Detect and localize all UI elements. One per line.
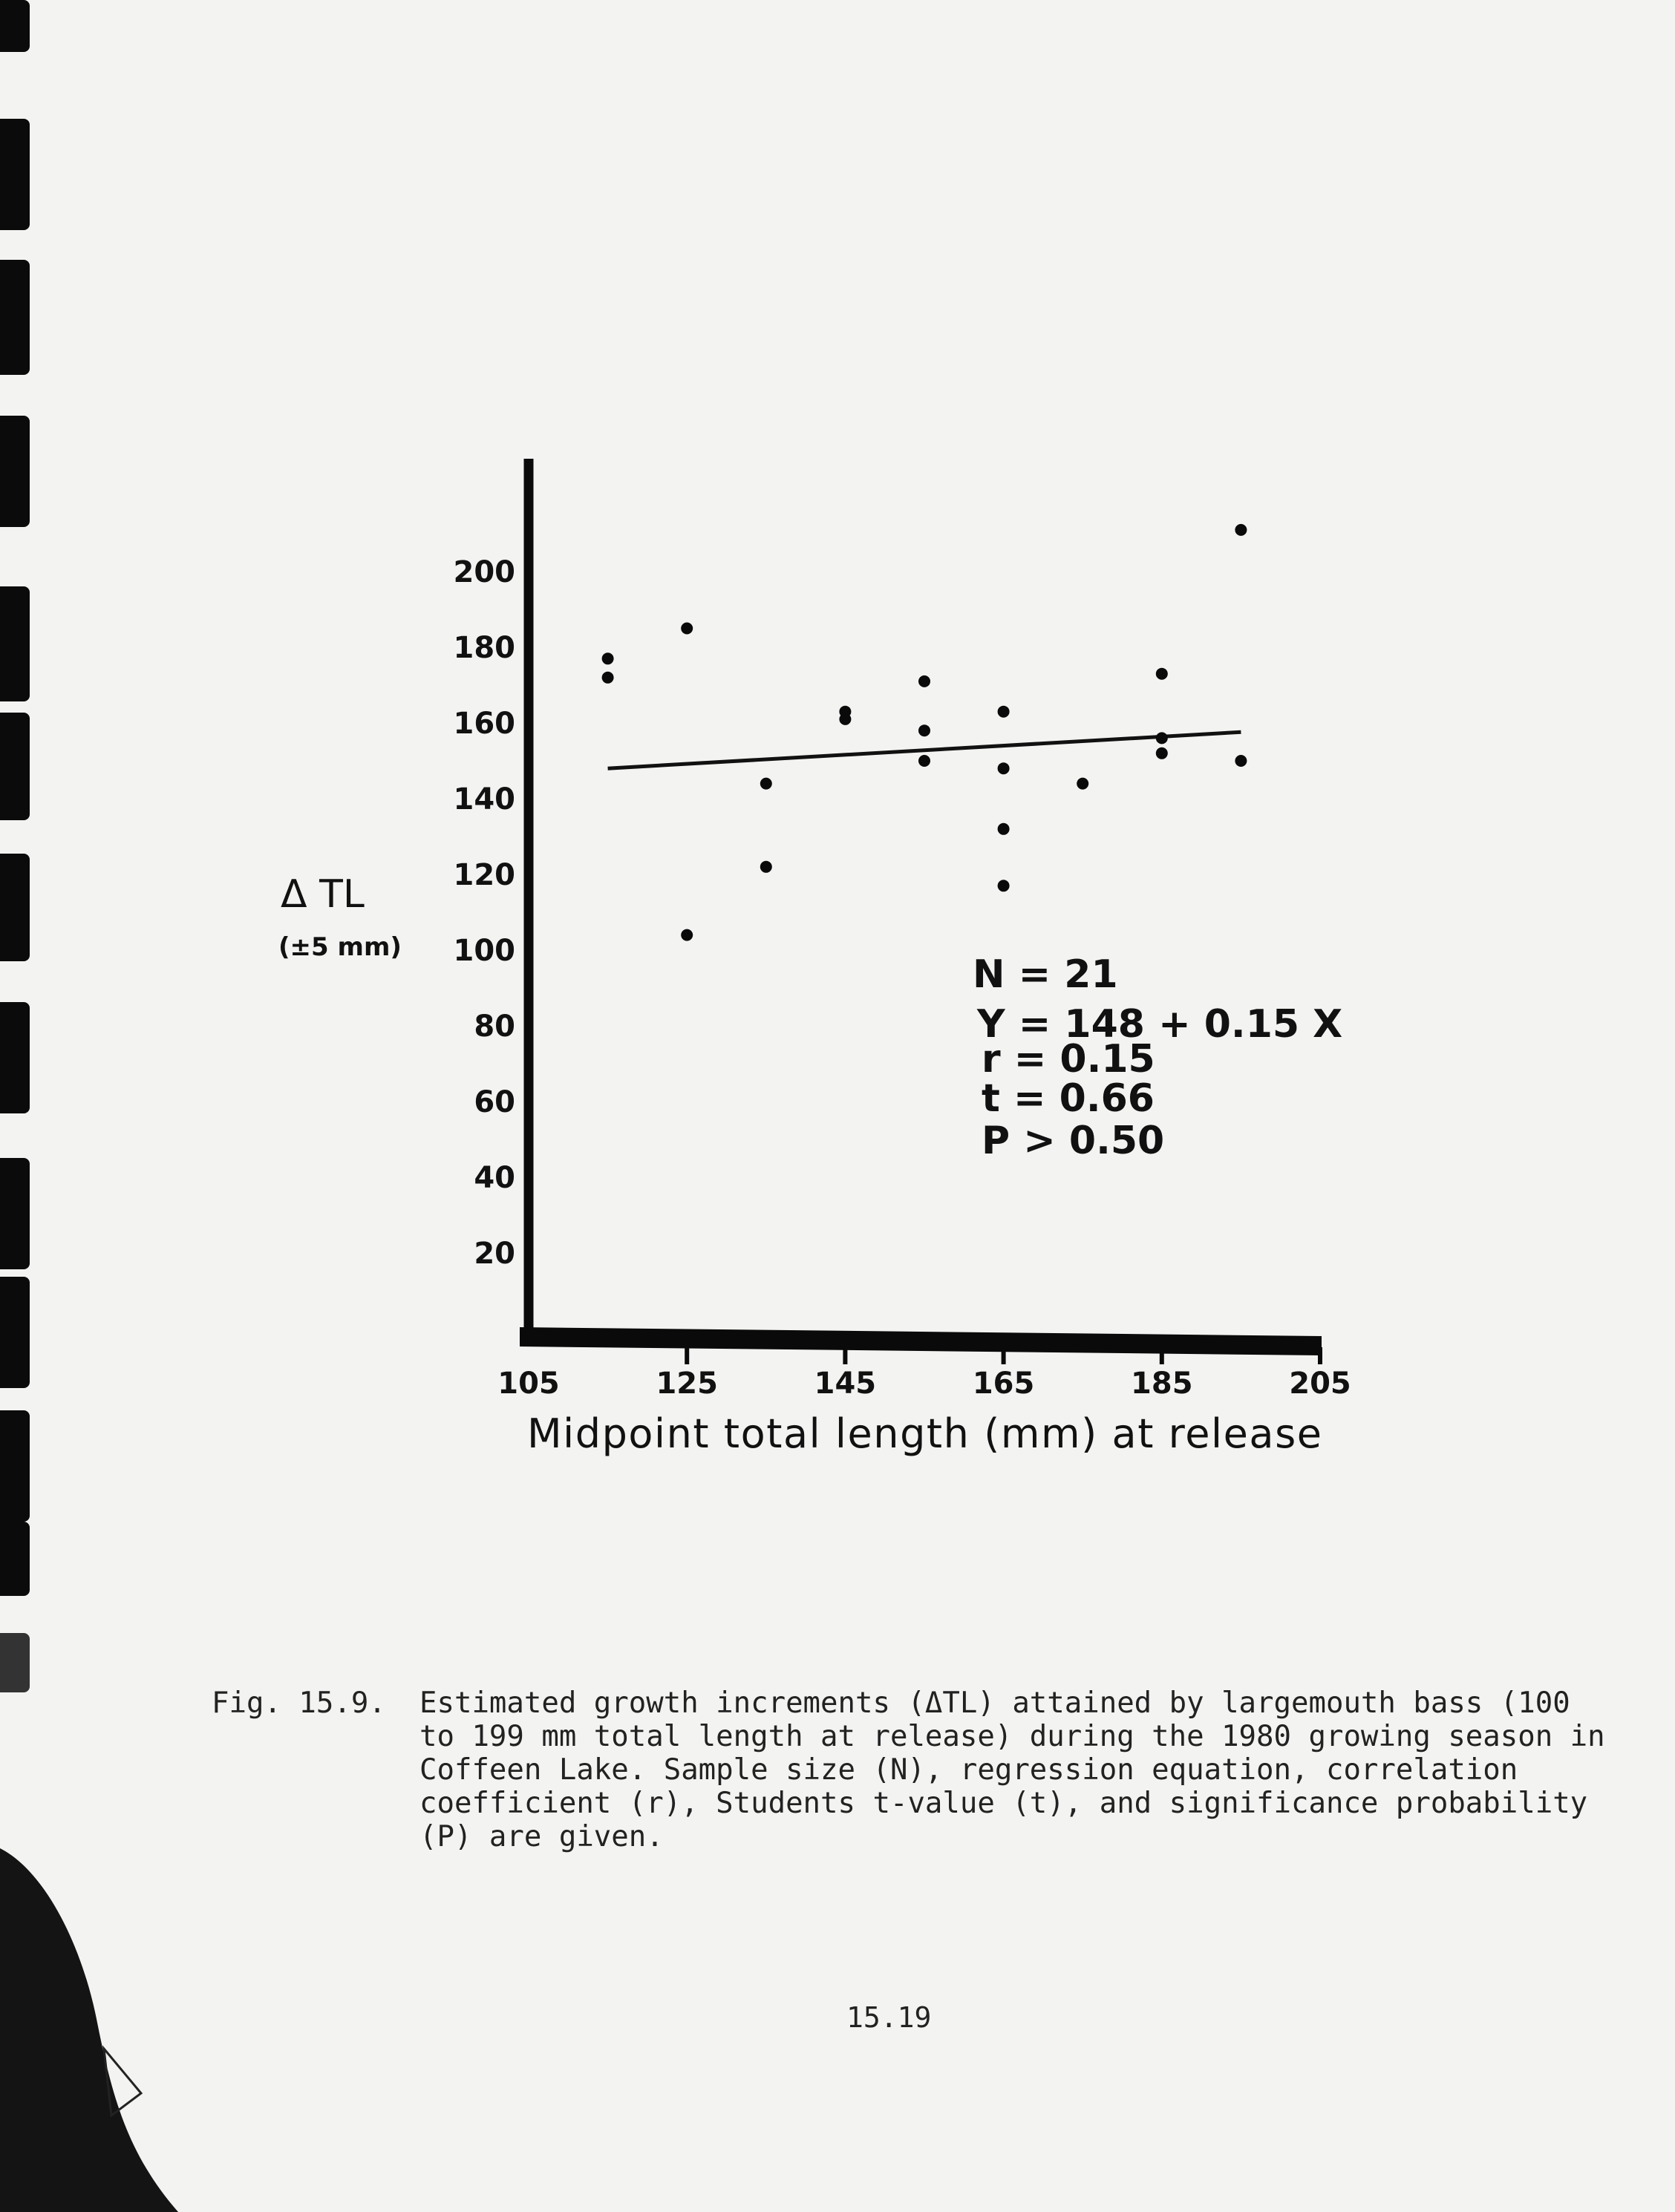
data-point [918, 724, 930, 736]
stat-t-value: t = 0.66 [982, 1076, 1155, 1121]
y-tick-label: 180 [453, 631, 515, 665]
data-point [998, 762, 1010, 774]
caption-line: Estimated growth increments (ΔTL) attained by largemouth bass (100 [419, 1686, 1570, 1720]
y-tick-label: 120 [453, 858, 515, 892]
data-point [1156, 732, 1168, 744]
y-tick-label: 160 [453, 707, 515, 741]
stat-correlation: r = 0.15 [982, 1037, 1155, 1082]
data-point [839, 713, 851, 725]
x-tick-label: 125 [656, 1367, 718, 1401]
stat-sample-size: N = 21 [973, 952, 1118, 997]
data-point [1156, 747, 1168, 759]
data-point [1156, 668, 1168, 680]
data-point [998, 823, 1010, 835]
y-tick-label: 40 [474, 1161, 515, 1195]
data-point [998, 880, 1010, 891]
y-tick-label: 140 [453, 782, 515, 817]
data-point [681, 929, 693, 941]
caption-text [419, 1686, 1622, 1853]
y-axis-label: Δ TL [281, 872, 365, 917]
data-point [681, 623, 693, 635]
y-tick-label: 200 [453, 555, 515, 589]
y-tick-label: 60 [474, 1085, 515, 1119]
data-point [998, 706, 1010, 718]
caption-label: Fig. 15.9. [212, 1686, 386, 1720]
y-axis-unit: (±5 mm) [278, 932, 402, 962]
data-point [760, 861, 772, 873]
y-tick-label: 80 [474, 1010, 515, 1044]
x-tick-label: 105 [497, 1367, 560, 1401]
binder-hole [0, 1633, 30, 1692]
y-tick-label: 100 [453, 934, 515, 968]
caption-line: (P) are given. [419, 1820, 664, 1853]
data-point [1077, 778, 1088, 790]
data-point [1235, 524, 1247, 536]
data-point [602, 652, 614, 664]
data-point [918, 675, 930, 687]
x-tick-label: 165 [972, 1367, 1035, 1401]
x-tick-label: 205 [1289, 1367, 1351, 1401]
page-number: 15.19 [846, 2001, 932, 2034]
data-point [760, 778, 772, 790]
caption-line: Coffeen Lake. Sample size (N), regression equation, correlation [419, 1753, 1518, 1787]
data-point [1235, 755, 1247, 767]
y-tick-label: 20 [474, 1237, 515, 1271]
x-tick-label: 145 [814, 1367, 877, 1401]
x-tick-label: 185 [1131, 1367, 1193, 1401]
caption-line: to 199 mm total length at release) during the 1980 growing season in [419, 1720, 1605, 1753]
data-point [918, 755, 930, 767]
binder-clip-shadow [0, 1796, 178, 2212]
stat-probability: P > 0.50 [982, 1119, 1165, 1163]
stat-regression-equation: Y = 148 + 0.15 X [977, 1002, 1343, 1047]
data-point [602, 672, 614, 684]
x-axis-label: Midpoint total length (mm) at release [527, 1410, 1322, 1457]
x-axis-line [520, 1327, 1322, 1355]
caption-line: coefficient (r), Students t-value (t), and significance probability [419, 1787, 1588, 1820]
